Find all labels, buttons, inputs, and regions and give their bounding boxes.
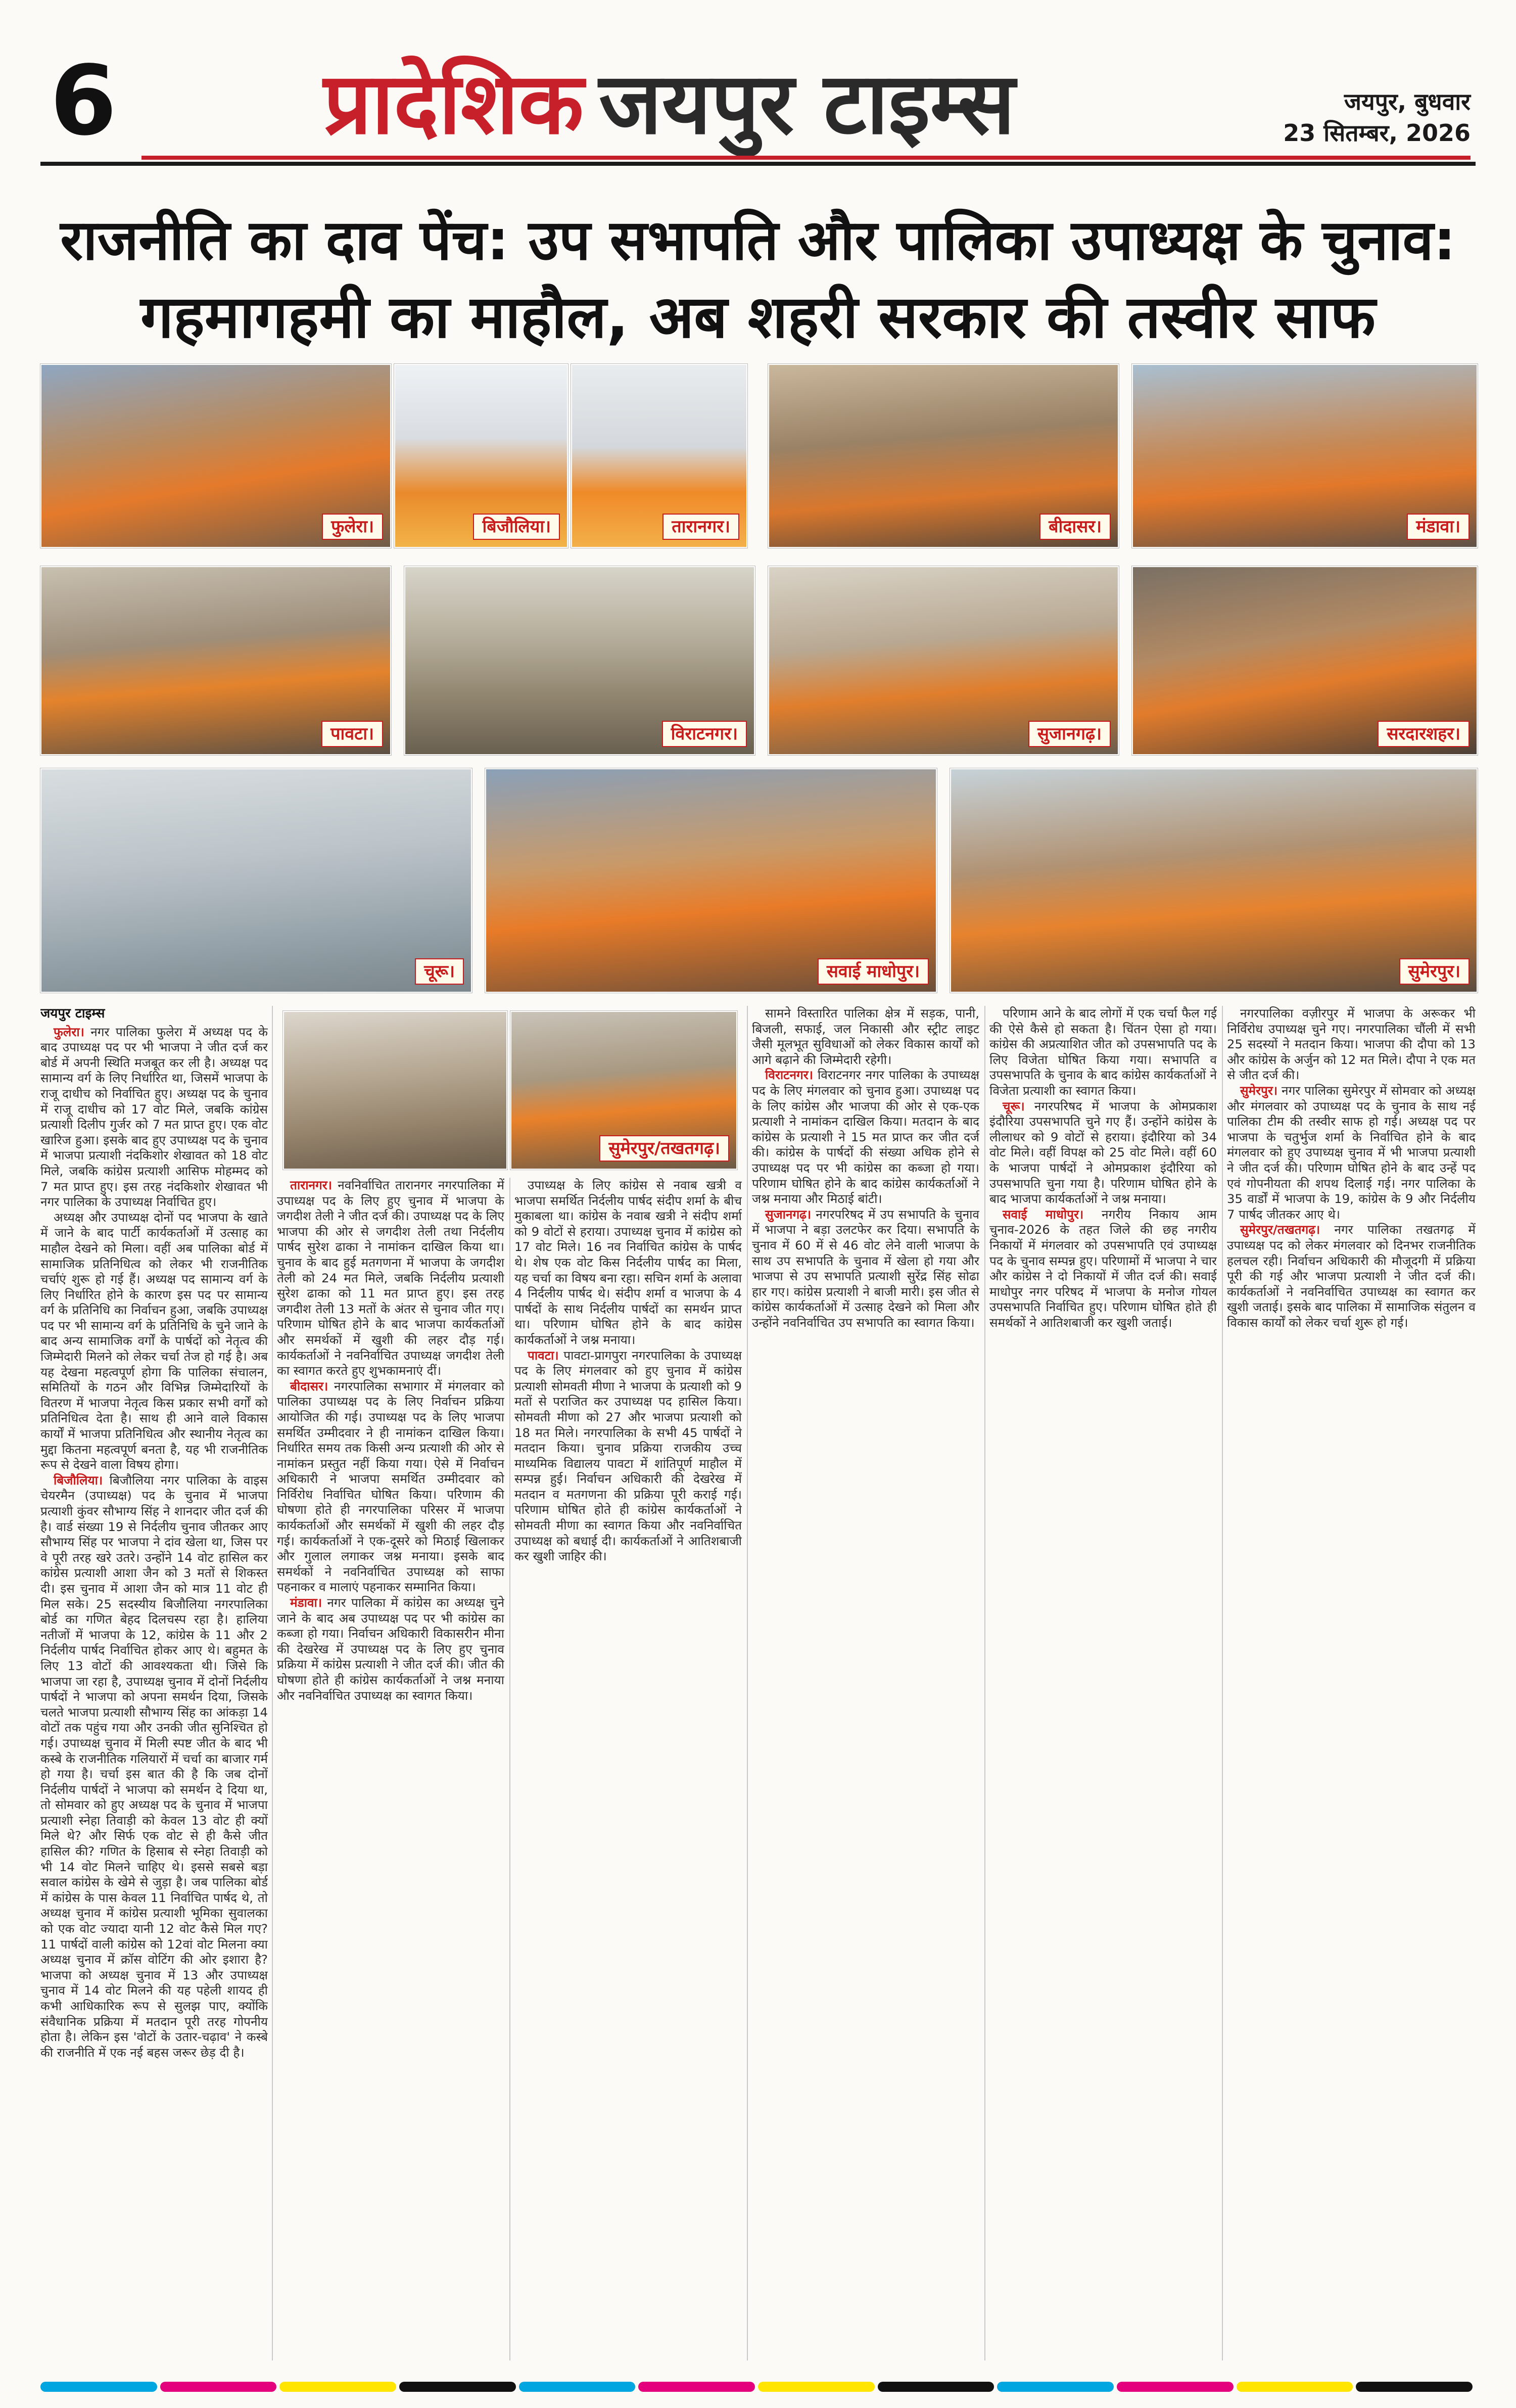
paragraph	[1227, 1006, 1476, 1083]
paragraph	[752, 1068, 979, 1207]
photo-taranagar	[571, 364, 747, 548]
byline: जयपुर टाइम्स	[40, 1006, 105, 1021]
photo-viratnagar	[404, 566, 755, 755]
dateline-place: पावटा।	[528, 1348, 559, 1363]
photo-mandawa	[1132, 364, 1478, 548]
dateline-place: सुमेरपुर/तखतगढ़।	[1240, 1222, 1320, 1237]
photo-caption: पावटा।	[321, 721, 383, 747]
paragraph-text: विराटनगर नगर पालिका के उपाध्यक्ष पद के लिए मंगलवार को चुनाव हुआ। उपाध्यक्ष पद के लिए कांग्रेस और भाजपा की ओर से एक-एक प्रत्याशी ने नामांकन दाखिल किया। मतदान के बाद कांग्रेस के प्रत्याशी ने 15 मत प्राप्त कर जीत दर्ज की। कांग्रेस के पार्षदों की संख्या अधिक होने से उपाध्यक्ष पद पर भी कांग्रेस का कब्जा हो गया। परिणाम घोषित होने के बाद कांग्रेस कार्यकर्ताओं ने जश्न मनाया और मिठाई बांटी।	[752, 1068, 979, 1207]
paragraph	[277, 1595, 504, 1703]
photo-caption: चूरू।	[415, 958, 464, 985]
photo-sujangarh	[768, 566, 1119, 755]
dateline-place: बीदासर।	[290, 1378, 328, 1394]
paragraph-text: नगर पालिका फुलेरा में अध्यक्ष पद के बाद उपाध्यक्ष पद पर भी भाजपा ने जीत दर्ज कर बोर्ड में अपनी स्थिति मजबूत कर ली है। अध्यक्ष पद सामान्य वर्ग के लिए निर्धारित था, जिसमें भाजपा के राजू दाधीच को निर्वाचित हुए। अध्यक्ष पद के चुनाव में राजू दाधीच को 17 वोट मिले, जबकि कांग्रेस प्रत्याशी दिलीप गुर्जर को 7 मत प्राप्त हुए। एक वोट खारिज हुआ। इसके बाद हुए उपाध्यक्ष पद के चुनाव में भाजपा प्रत्याशी नंदकिशोर शेखावत को 18 वोट मिले, जबकि कांग्रेस प्रत्याशी आसिफ मोहम्मद को 7 मत प्राप्त हुए। इस तरह नंदकिशोर शेखावत भी नगर पालिका के उपाध्यक्ष निर्वाचित हुए।	[40, 1024, 268, 1210]
paper-name: जयपुर टाइम्स	[599, 54, 1015, 153]
section-name: प्रादेशिक	[323, 54, 584, 153]
photo-caption: तारानगर।	[662, 514, 739, 540]
photo-sumerpur	[950, 768, 1478, 993]
article-column-4	[752, 1006, 979, 2360]
paragraph	[752, 1006, 979, 1068]
paragraph	[514, 1348, 742, 1564]
paragraph-text: नवनिर्वाचित तारानगर नगरपालिका में उपाध्यक्ष पद के लिए हुए चुनाव में भाजपा के जगदीश तेली ने जीत दर्ज की। उपाध्यक्ष पद के लिए भाजपा की ओर से जगदीश तेली तथा निर्दलीय पार्षद सुरेश ढाका ने नामांकन दाखिल किया था। चुनाव के बाद हुई मतगणना में भाजपा के जगदीश तेली को 24 मत मिले, जबकि निर्दलीय प्रत्याशी सुरेश ढाका को 11 मत प्राप्त हुए। इस तरह जगदीश तेली 13 मतों के अंतर से चुनाव जीत गए। परिणाम घोषित होने के बाद भाजपा कार्यकर्ताओं और समर्थकों में खुशी की लहर दौड़ गई। कार्यकर्ताओं ने नवनिर्वाचित उपाध्यक्ष जगदीश तेली का स्वागत करते हुए शुभकामनाएं दीं।	[277, 1178, 504, 1378]
paragraph-text: अध्यक्ष और उपाध्यक्ष दोनों पद भाजपा के खाते में जाने के बाद पार्टी कार्यकर्ताओं में उत्साह का माहौल देखने को मिला। वहीं अब पालिका बोर्ड में सामाजिक प्रतिनिधित्व को लेकर भी राजनीतिक चर्चाएं शुरू हो गई हैं। अध्यक्ष पद सामान्य वर्ग के लिए निर्धारित होने के कारण इस पद पर सामान्य वर्ग के प्रतिनिधि का निर्वाचन हुआ, जबकि उपाध्यक्ष पद पर भी सामान्य वर्ग के प्रतिनिधि के चुने जाने के बाद अन्य सामाजिक वर्गों के पार्षदों को नेतृत्व की जिम्मेदारी मिलने को लेकर चर्चा तेज हो गई है। अब यह देखना महत्वपूर्ण होगा कि पालिका संचालन, समितियों के गठन और विभिन्न जिम्मेदारियों के वितरण में भाजपा नेतृत्व किस प्रकार सभी वर्गों को प्रतिनिधित्व देता है। साथ ही आने वाले विकास कार्यों में भाजपा प्रतिनिधित्व और स्थानीय नेतृत्व का मुद्दा कितना महत्वपूर्ण बनता है, यह भी राजनीतिक रूप से देखने वाला विषय होगा।	[40, 1210, 268, 1472]
paragraph	[1227, 1083, 1476, 1222]
paragraph	[989, 1006, 1217, 1099]
dateline-place: सुजानगढ़।	[765, 1207, 812, 1222]
dateline-place: सवाई माधोपुर।	[1003, 1207, 1084, 1222]
paragraph	[40, 1210, 268, 1473]
page-number: 6	[50, 45, 117, 157]
registration-color-bar	[40, 2382, 1476, 2392]
article-column-3	[514, 1178, 742, 2360]
photo-caption: सुमेरपुर।	[1399, 958, 1470, 985]
masthead	[40, 40, 1476, 166]
paragraph-text: नगरपालिका वज़ीरपुर में भाजपा के अरूकर भी निर्विरोध उपाध्यक्ष चुने गए। नगरपालिका चौंली में सभी 25 सदस्यों ने मतदान किया। भाजपा की दौपा को 13 और कांग्रेस के अर्जुन को 12 मत मिले। दौपा ने एक मत से जीत दर्ज की।	[1227, 1006, 1476, 1083]
dateline-place: सुमेरपुर।	[1240, 1083, 1278, 1098]
photo-caption: मंडावा।	[1407, 514, 1470, 540]
paragraph-text: नगर पालिका में कांग्रेस का अध्यक्ष चुने जाने के बाद अब उपाध्यक्ष पद पर भी कांग्रेस का कब्जा हो गया। निर्वाचन अधिकारी विकासरीन मीना की देखरेख में उपाध्यक्ष पद के लिए हुए चुनाव प्रक्रिया में कांग्रेस प्रत्याशी ने जीत दर्ज की। जीत की घोषणा होते ही कांग्रेस कार्यकर्ताओं ने जश्न मनाया और नवनिर्वाचित उपाध्यक्ष का स्वागत किया।	[277, 1595, 504, 1703]
headline-line-2: गहमागहमी का माहौल, अब शहरी सरकार की तस्वीर साफ	[140, 283, 1376, 351]
dateline-place: बिजौलिया।	[54, 1472, 103, 1488]
issue-date: 23 सितम्बर, 2026	[1283, 119, 1471, 147]
photo-churu	[40, 768, 472, 993]
headline-line-1: राजनीति का दाव पेंच: उप सभापति और पालिका उपाध्यक्ष के चुनाव:	[60, 208, 1456, 272]
paragraph	[277, 1379, 504, 1595]
paragraph-text: परिणाम आने के बाद लोगों में एक चर्चा फैल गई की ऐसे कैसे हो सकता है। चिंतन ऐसा हो गया। कांग्रेस की अप्रत्याशित जीत को उपसभापति पद के लिए विजेता घोषित किया गया। सभापति व उपसभापति के चुनाव के बाद कांग्रेस कार्यकर्ताओं ने विजेता प्रत्याशी का स्वागत किया।	[989, 1006, 1217, 1098]
dateline-place: मंडावा।	[290, 1595, 322, 1610]
paragraph	[40, 1473, 268, 2061]
paragraph	[40, 1025, 268, 1210]
photo-caption: सवाई माधोपुर।	[818, 958, 929, 985]
photo-caption: बीदासर।	[1039, 514, 1111, 540]
photo-caption: फुलेरा।	[322, 514, 383, 540]
photo-bijolia	[394, 364, 568, 548]
paragraph	[514, 1178, 742, 1348]
paragraph	[752, 1207, 979, 1331]
photo-sumerpur-takhatgarh	[510, 1011, 737, 1170]
paragraph-text: सामने विस्तारित पालिका क्षेत्र में सड़क, पानी, बिजली, सफाई, जल निकासी और स्ट्रीट लाइट जैसी मूलभूत सुविधाओं को लेकर विकास कार्यों को आगे बढ़ाने की जिम्मेदारी रहेगी।	[752, 1006, 979, 1067]
article-column-2	[277, 1178, 504, 2360]
paragraph-text: नगरीय निकाय आम चुनाव-2026 के तहत जिले की छह नगरीय निकायों में मंगलवार को उपसभापति एवं उपाध्यक्ष पद के चुनाव सम्पन्न हुए। परिणामों में भाजपा ने चार और कांग्रेस ने दो निकायों में जीत दर्ज की। सवाई माधोपुर नगर परिषद में भाजपा के मनोज गोयल उपसभापति निर्वाचित हुए। परिणाम घोषित होते ही समर्थकों ने आतिशबाजी कर खुशी जताई।	[989, 1207, 1217, 1330]
column-rule	[984, 1006, 985, 2360]
paragraph-text: नगर पालिका तखतगढ़ में उपाध्यक्ष पद को लेकर मंगलवार को दिनभर राजनीतिक हलचल रही। निर्वाचन अधिकारी की मौजूदगी में प्रक्रिया पूरी की गई और भाजपा प्रत्याशी ने जीत दर्ज की। कार्यकर्ताओं ने नवनिर्वाचित उपाध्यक्ष का स्वागत कर खुशी जताई। इसके बाद पालिका में सामाजिक संतुलन व विकास कार्यों को लेकर चर्चा शुरू हो गई।	[1227, 1222, 1476, 1330]
paragraph	[989, 1207, 1217, 1331]
paragraph-text: नगरपरिषद में भाजपा के ओमप्रकाश इंदौरिया उपसभापति चुने गए हैं। उन्होंने कांग्रेस के लीलाधर को 9 वोटों से हराया। इंदौरिया को 34 वोट मिले। वहीं विपक्ष को 25 वोट मिले। वहीं 60 के भाजपा पार्षदों ने ओमप्रकाश इंदौरिया को उपसभापति चुना गया है। परिणाम घोषित होने के बाद भाजपा कार्यकर्ताओं ने जश्न मनाया।	[989, 1098, 1217, 1207]
photo-sawai-madhopur	[485, 768, 937, 993]
article-column-6	[1227, 1006, 1476, 2360]
dateline	[1258, 86, 1471, 149]
article-column-5	[989, 1006, 1217, 2360]
photo-sardarshahar	[1132, 566, 1478, 755]
dateline-place: चूरू।	[1003, 1098, 1025, 1114]
paragraph	[989, 1099, 1217, 1207]
paragraph	[1227, 1222, 1476, 1330]
paragraph-text: नगरपालिका सभागार में मंगलवार को पालिका उपाध्यक्ष पद के लिए निर्वाचन प्रक्रिया आयोजित की गई। उपाध्यक्ष पद के लिए भाजपा समर्थित उम्मीदवार ने ही नामांकन दाखिल किया। निर्धारित समय तक किसी अन्य प्रत्याशी की ओर से नामांकन प्रस्तुत नहीं किया गया। ऐसे में निर्वाचन अधिकारी ने भाजपा समर्थित उम्मीदवार को निर्विरोध निर्वाचित घोषित किया। परिणाम की घोषणा होते ही नगरपालिका परिसर में भाजपा कार्यकर्ताओं और समर्थकों में खुशी की लहर दौड़ गई। कार्यकर्ताओं ने एक-दूसरे को मिठाई खिलाकर और गुलाल लगाकर जश्न मनाया। इसके बाद समर्थकों ने नवनिर्वाचित उपाध्यक्ष को साफा पहनाकर व मालाएं पहनाकर सम्मानित किया।	[277, 1378, 504, 1595]
column-rule	[747, 1006, 748, 2360]
paragraph-text: नगरपरिषद में उप सभापति के चुनाव में भाजपा ने बड़ा उलटफेर कर दिया। सभापति के चुनाव में 60 में से 46 वोट लेने वाली भाजपा के साथ उप सभापति के चुनाव में खेला हो गया और भाजपा से उप सभापति प्रत्याशी सुरेंद्र सिंह सोढा हार गए। कांग्रेस प्रत्याशी ने बाजी मारी। इस जीत से कांग्रेस कार्यकर्ताओं में उत्साह देखने को मिला और उन्होंने नवनिर्वाचित उप सभापति का स्वागत किया।	[752, 1207, 979, 1330]
column-rule	[509, 1178, 510, 2360]
photo-caption: सुमेरपुर/तखतगढ़।	[599, 1135, 729, 1162]
photo-caption: सरदारशहर।	[1378, 721, 1470, 747]
dateline-place: विराटनगर।	[765, 1068, 813, 1083]
photo-pawta	[40, 566, 391, 755]
column-rule	[1222, 1006, 1223, 2360]
dateline-place: तारानगर।	[290, 1178, 333, 1192]
paragraph	[277, 1178, 504, 1379]
masthead-rule	[141, 156, 1471, 160]
article-column-1	[40, 1006, 268, 2360]
photo-phulera	[40, 364, 391, 548]
photo-certificate	[283, 1011, 507, 1170]
dateline-place: फुलेरा।	[54, 1024, 84, 1039]
photo-caption: बिजौलिया।	[473, 514, 560, 540]
paragraph-text: नगर पालिका सुमेरपुर में सोमवार को अध्यक्ष और मंगलवार को उपाध्यक्ष पद के चुनाव के साथ नई पालिका टीम की तस्वीर साफ हो गई। अध्यक्ष पद पर भाजपा के चतुर्भुज शर्मा के निर्वाचित होने के बाद मंगलवार को हुए उपाध्यक्ष चुनाव में भी भाजपा प्रत्याशी ने जीत दर्ज की। परिणाम घोषित होने के बाद उन्हें पद एवं गोपनीयता की शपथ दिलाई गई। नगर पालिका के 35 वार्डों में भाजपा के 19, कांग्रेस के 9 और निर्दलीय 7 पार्षद जीतकर आए थे।	[1227, 1083, 1476, 1222]
photo-caption: विराटनगर।	[662, 721, 747, 747]
paragraph-text: बिजौलिया नगर पालिका के वाइस चेयरमैन (उपाध्यक्ष) पद के चुनाव में भाजपा प्रत्याशी कुंवर सौभाग्य सिंह ने शानदार जीत दर्ज की है। वार्ड संख्या 19 से निर्दलीय चुनाव जीतकर आए सौभाग्य सिंह पर भाजपा ने दांव खेला था, जिस पर वे पूरी तरह खरे उतरे। उन्होंने 14 वोट हासिल कर कांग्रेस प्रत्याशी आशा जैन को 3 मतों से शिकस्त दी। इस चुनाव में आशा जैन को मात्र 11 वोट ही मिल सके। 25 सदस्यीय बिजौलिया नगरपालिका बोर्ड का गणित बेहद दिलचस्प रहा है। हालिया नतीजों में भाजपा के 12, कांग्रेस के 11 और 2 निर्दलीय पार्षद निर्वाचित होकर आए थे। बहुमत के लिए 13 वोटों की आवश्यकता थी। जिसे कि भाजपा जा रहा है, उपाध्यक्ष चुनाव में दोनों निर्दलीय पार्षदों ने भाजपा को अपना समर्थन दिया, जिसके चलते भाजपा प्रत्याशी सौभाग्य सिंह का आंकड़ा 14 वोटों तक पहुंच गया और उनकी जीत सुनिश्चित हो गई। उपाध्यक्ष चुनाव में मिली स्पष्ट जीत के बाद भी कस्बे के राजनीतिक गलियारों में चर्चा का बाजार गर्म हो गया है। चर्चा इस बात की है कि जब दोनों निर्दलीय पार्षदों ने भाजपा को समर्थन दे दिया था, तो सोमवार को हुए अध्यक्ष पद के चुनाव में भाजपा प्रत्याशी स्नेहा तिवाड़ी को केवल 13 वोट ही क्यों मिले थे? और सिर्फ एक वोट से ही कैसे जीत हासिल की? गणित के हिसाब से स्नेहा तिवाड़ी को भी 14 वोट मिलने चाहिए थे। इससे सबसे बड़ा सवाल कांग्रेस के खेमे से जुड़ा है। जब पालिका बोर्ड में कांग्रेस के पास केवल 11 निर्वाचित पार्षद थे, तो अध्यक्ष चुनाव में कांग्रेस प्रत्याशी भूमिका सुवालका को एक वोट ज्यादा यानी 12 वोट कैसे मिल गए? 11 पार्षदों वाली कांग्रेस को 12वां वोट मिलना क्या अध्यक्ष चुनाव में क्रॉस वोटिंग की ओर इशारा है? भाजपा को अध्यक्ष चुनाव में 13 और उपाध्यक्ष चुनाव में 14 वोट मिलने की यह पहेली शायद ही कभी आधिकारिक रूप से सुलझ पाए, क्योंकि संवैधानिक प्रक्रिया में मतदान पूरी तरह गोपनीय होता है। लेकिन इस 'वोटों के उतार-चढ़ाव' ने कस्बे की राजनीति में एक नई बहस जरूर छेड़ दी है।	[40, 1472, 268, 2060]
masthead-logo	[323, 56, 1015, 152]
column-rule	[272, 1006, 273, 2360]
city-day: जयपुर, बुधवार	[1344, 88, 1471, 115]
paragraph-text: पावटा-प्रागपुरा नगरपालिका के उपाध्यक्ष पद के लिए मंगलवार को हुए चुनाव में कांग्रेस प्रत्याशी सोमवती मीणा ने भाजपा के प्रत्याशी को 9 मतों से पराजित कर उपाध्यक्ष पद हासिल किया। सोमवती मीणा को 27 और भाजपा प्रत्याशी को 18 मत मिले। नगरपालिका के सभी 45 पार्षदों ने मतदान किया। चुनाव प्रक्रिया राजकीय उच्च माध्यमिक विद्यालय पावटा में शांतिपूर्ण माहौल में सम्पन्न हुई। निर्वाचन अधिकारी की देखरेख में मतदान व मतगणना की प्रक्रिया पूरी कराई गई। परिणाम घोषित होते ही कांग्रेस कार्यकर्ताओं ने सोमवती मीणा का स्वागत किया और नवनिर्वाचित उपाध्यक्ष को बधाई दी। कार्यकर्ताओं ने आतिशबाजी कर खुशी जाहिर की।	[514, 1348, 742, 1564]
photo-caption: सुजानगढ़।	[1028, 721, 1111, 747]
paragraph-text: उपाध्यक्ष के लिए कांग्रेस से नवाब खत्री व भाजपा समर्थित निर्दलीय पार्षद संदीप शर्मा के बीच मुकाबला था। कांग्रेस के नवाब खत्री ने संदीप शर्मा को 9 वोटों से हराया। उपाध्यक्ष चुनाव में कांग्रेस को 17 वोट मिले। 16 नव निर्वाचित कांग्रेस के पार्षद थे। शेष एक वोट किस निर्दलीय पार्षद का मिला, यह चर्चा का विषय बना रहा। सचिन शर्मा के अलावा 4 निर्दलीय पार्षद थे। संदीप शर्मा व भाजपा के 4 पार्षदों के साथ निर्दलीय पार्षदों का समर्थन प्राप्त था। परिणाम घोषित होने के बाद कांग्रेस कार्यकर्ताओं ने जश्न मनाया।	[514, 1178, 742, 1347]
photo-bidasar	[768, 364, 1119, 548]
